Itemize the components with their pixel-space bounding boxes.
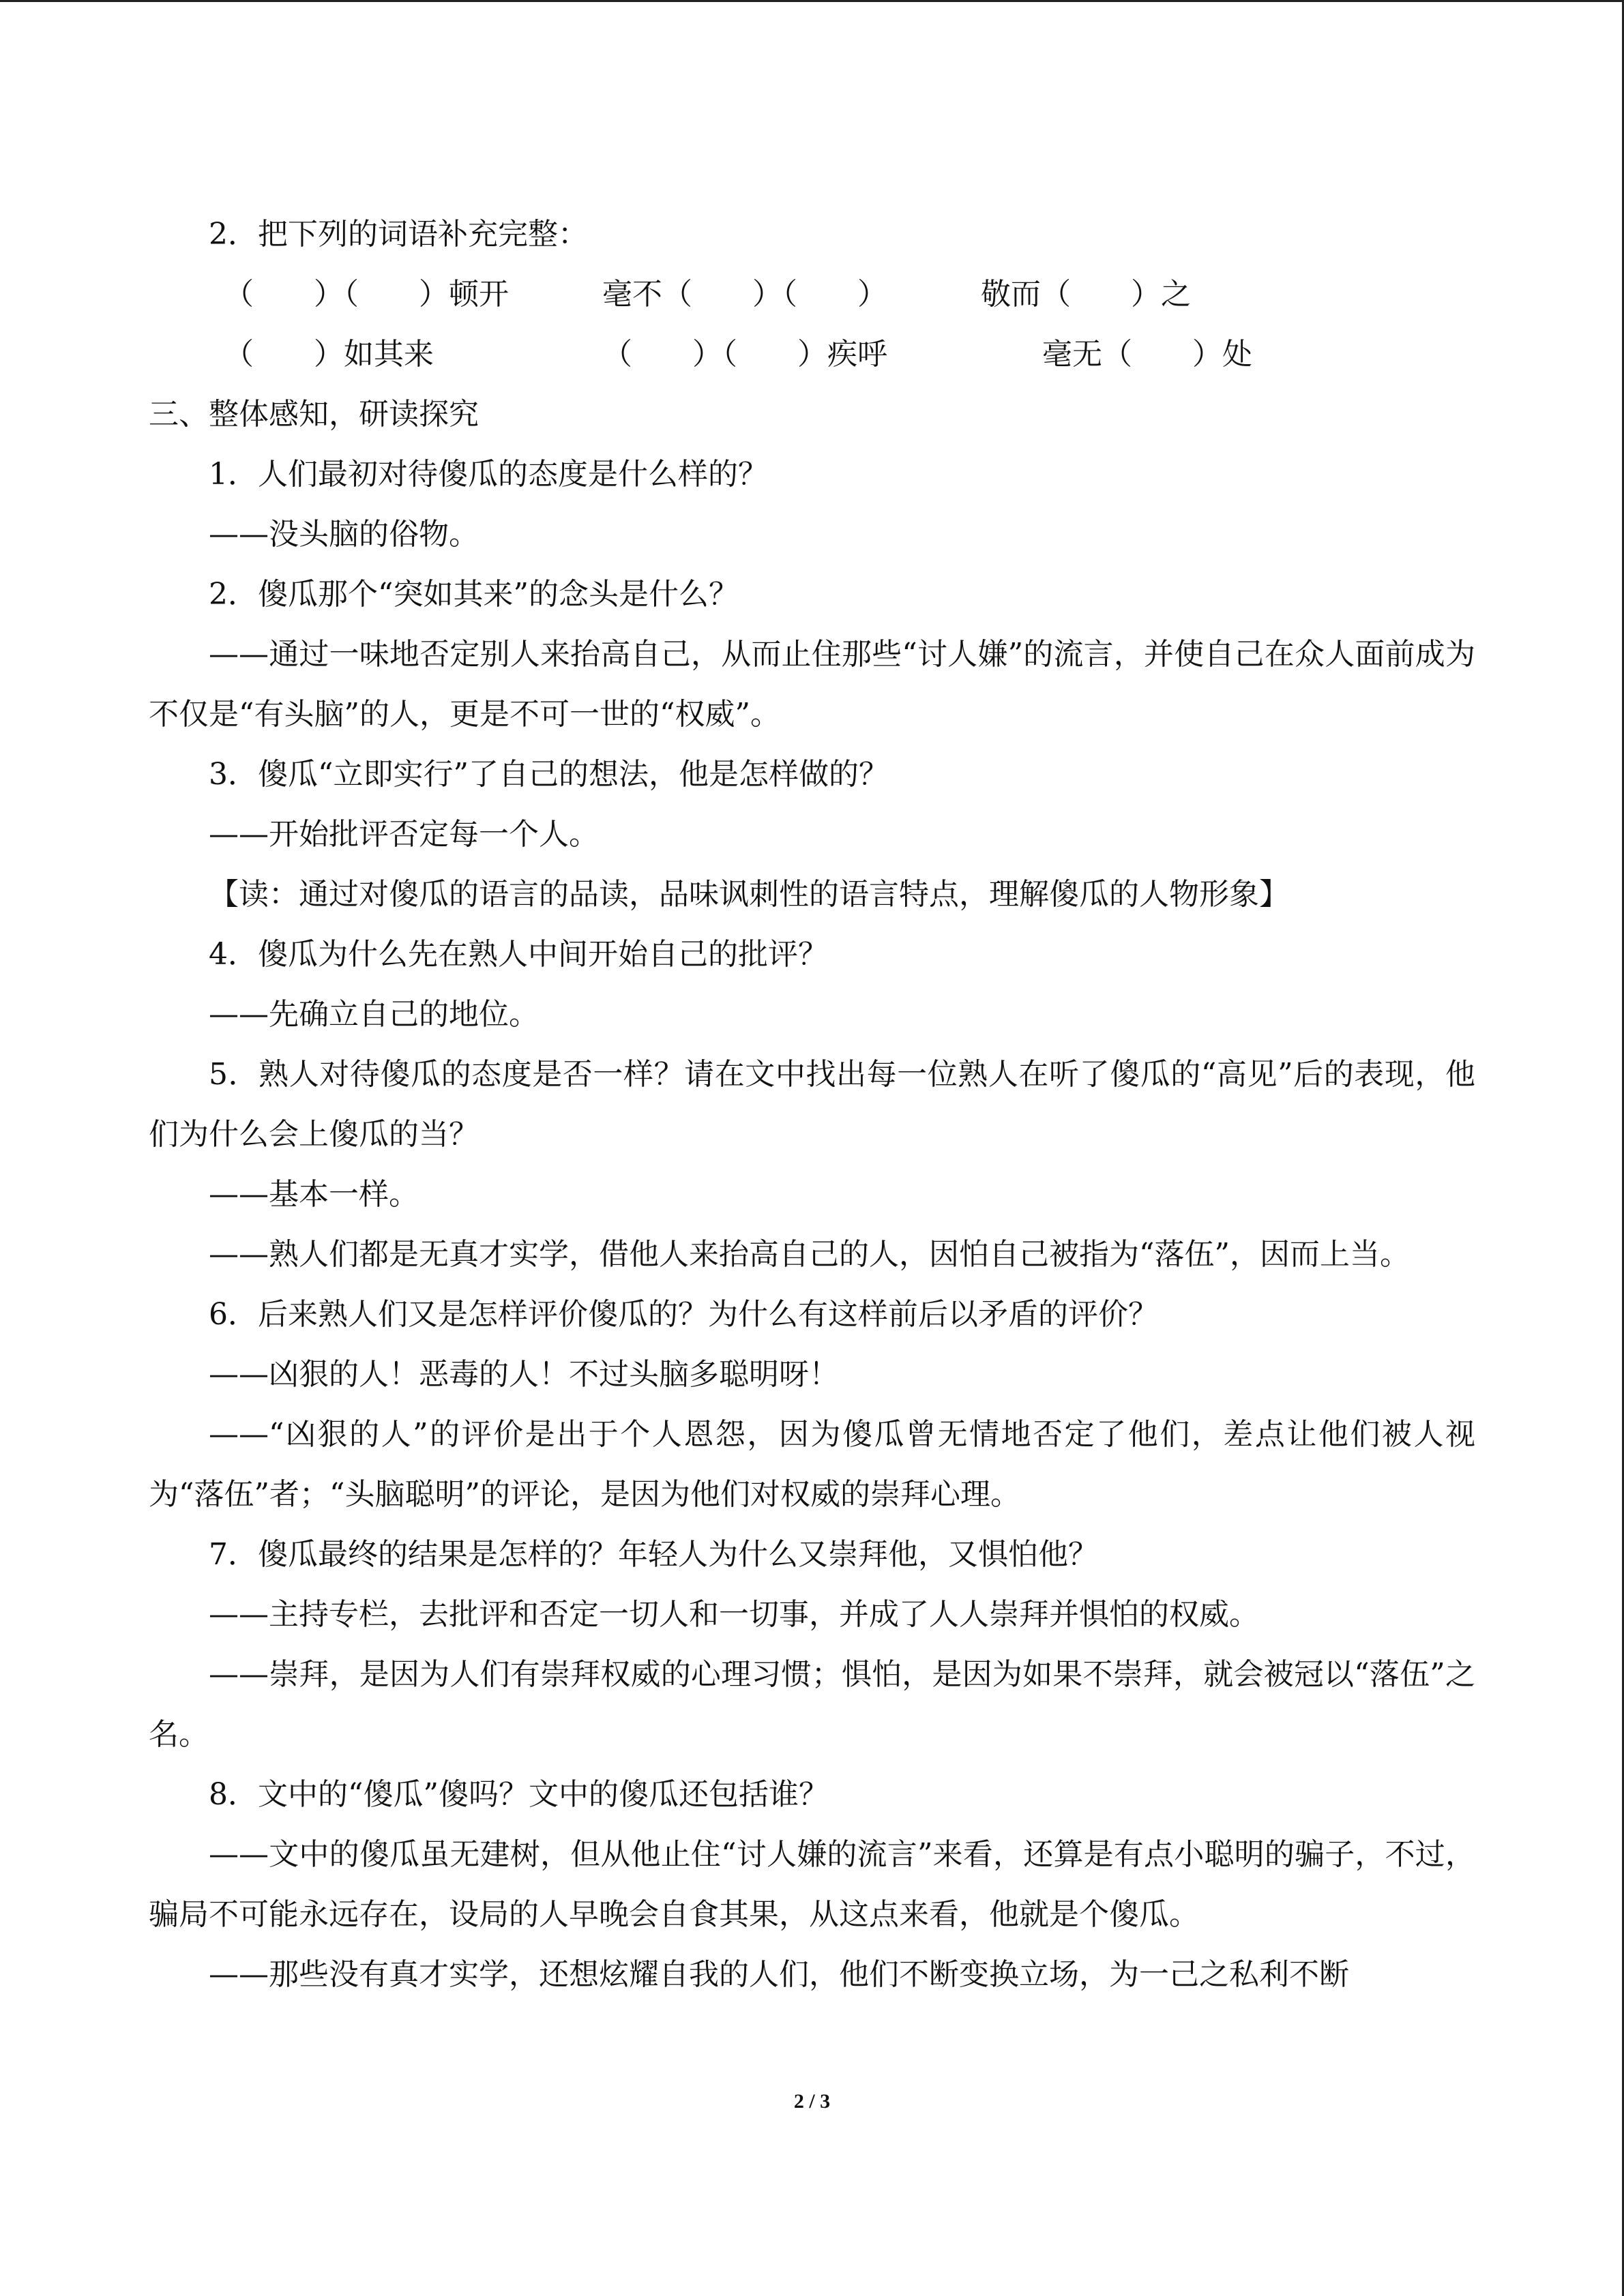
answer: ——基本一样。 <box>209 1177 419 1212</box>
question: 7．傻瓜最终的结果是怎样的？年轻人为什么又崇拜他，又惧怕他？ <box>209 1537 1098 1572</box>
answer: ——崇拜，是因为人们有崇拜权威的心理习惯；惧怕，是因为如果不崇拜，就会被冠以“落伍”之名。 <box>149 1657 1475 1752</box>
question: 5．熟人对待傻瓜的态度是否一样？请在文中找出每一位熟人在听了傻瓜的“高见”后的表现，他们为什么会上傻瓜的当？ <box>149 1057 1475 1152</box>
document-body <box>149 205 1475 2005</box>
fill-item: （ ）（ ）顿开 <box>224 277 509 312</box>
answer: ——那些没有真才实学，还想炫耀自我的人们，他们不断变换立场，为一己之私利不断 <box>209 1957 1349 1992</box>
answer: ——凶狠的人！恶毒的人！不过头脑多聪明呀！ <box>209 1357 839 1392</box>
answer: ——没头脑的俗物。 <box>209 517 479 552</box>
question: 4．傻瓜为什么先在熟人中间开始自己的批评？ <box>209 937 828 972</box>
fill-item: 毫无（ ）处 <box>1042 337 1252 372</box>
answer: ——主持专栏，去批评和否定一切人和一切事，并成了人人崇拜并惧怕的权威。 <box>209 1597 1259 1632</box>
answer: ——文中的傻瓜虽无建树，但从他止住“讨人嫌的流言”来看，还算是有点小聪明的骗子，不过，骗局不可能永远存在，设局的人早晚会自食其果，从这点来看，他就是个傻瓜。 <box>149 1837 1475 1932</box>
page-number: 2 / 3 <box>793 2090 831 2113</box>
fill-item: （ ）如其来 <box>224 337 434 372</box>
answer: ——熟人们都是无真才实学，借他人来抬高自己的人，因怕自己被指为“落伍”，因而上当。 <box>209 1237 1410 1272</box>
fill-item: 敬而（ ）之 <box>981 277 1191 312</box>
question: 6．后来熟人们又是怎样评价傻瓜的？为什么有这样前后以矛盾的评价？ <box>209 1297 1158 1332</box>
fill-in-row-1 <box>149 265 1475 325</box>
fill-item: （ ）（ ）疾呼 <box>602 337 887 372</box>
fill-in-row-2 <box>149 325 1475 385</box>
question-2-title: 2．把下列的词语补充完整： <box>209 217 588 252</box>
question: 1．人们最初对待傻瓜的态度是什么样的？ <box>209 457 768 492</box>
answer: ——开始批评否定每一个人。 <box>209 817 599 852</box>
question: 8．文中的“傻瓜”傻吗？文中的傻瓜还包括谁？ <box>209 1777 829 1812</box>
question: 3．傻瓜“立即实行”了自己的想法，他是怎样做的？ <box>209 757 889 792</box>
answer: ——通过一味地否定别人来抬高自己，从而止住那些“讨人嫌”的流言，并使自己在众人面前成为不仅是“有头脑”的人，更是不可一世的“权威”。 <box>149 637 1475 732</box>
answer: ——“凶狠的人”的评价是出于个人恩怨，因为傻瓜曾无情地否定了他们，差点让他们被人视为“落伍”者；“头脑聪明”的评论，是因为他们对权威的崇拜心理。 <box>149 1417 1475 1512</box>
question: 2．傻瓜那个“突如其来”的念头是什么？ <box>209 577 739 612</box>
fill-item: 毫不（ ）（ ） <box>602 277 887 312</box>
page-top-border <box>0 0 1624 2</box>
answer: ——先确立自己的地位。 <box>209 997 539 1032</box>
reading-note: 【读：通过对傻瓜的语言的品读，品味讽刺性的语言特点，理解傻瓜的人物形象】 <box>209 877 1289 912</box>
section-heading: 三、整体感知，研读探究 <box>149 397 479 432</box>
